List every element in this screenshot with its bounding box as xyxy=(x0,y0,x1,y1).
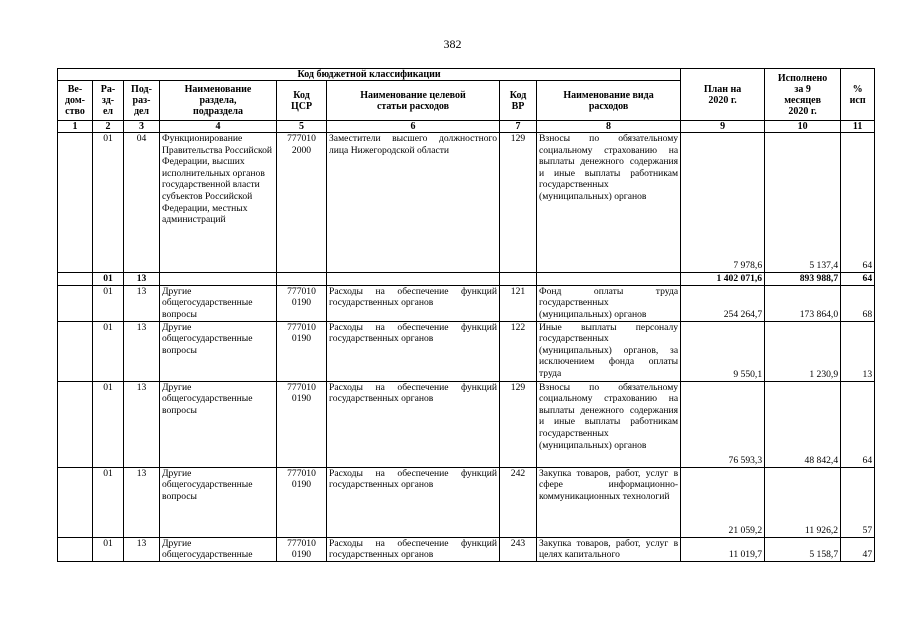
section-name-cell: Другие общегосударственные xyxy=(160,537,277,561)
vr-code-cell: 121 xyxy=(500,285,537,321)
expense-kind-cell: Взносы по обязательному социальному страхованию на выплаты денежного содержания и иные выплаты работникам государственных (муниципальных) органов xyxy=(537,381,681,467)
column-number: 11 xyxy=(841,121,875,133)
percent-cell: 64 xyxy=(841,381,875,467)
executed-cell: 173 864,0 xyxy=(765,285,841,321)
section-name-cell: Другие общегосударственные вопросы xyxy=(160,321,277,381)
percent-cell: 57 xyxy=(841,467,875,537)
plan-header: План на 2020 г. xyxy=(681,69,765,121)
subsection-cell: 13 xyxy=(124,285,160,321)
vr-code-cell: 129 xyxy=(500,133,537,273)
column-number: 1 xyxy=(58,121,93,133)
plan-cell: 21 059,2 xyxy=(681,467,765,537)
executed-cell: 5 137,4 xyxy=(765,133,841,273)
section-name-cell: Другие общегосударственные вопросы xyxy=(160,381,277,467)
section-name-cell xyxy=(160,273,277,286)
section-name-cell: Другие общегосударственные вопросы xyxy=(160,285,277,321)
page-number: 382 xyxy=(443,37,462,51)
executed-cell: 48 842,4 xyxy=(765,381,841,467)
table-row xyxy=(58,467,875,537)
department-cell xyxy=(58,321,93,381)
target-article-cell: Расходы на обеспечение функций государственных органов xyxy=(327,537,500,561)
plan-cell: 76 593,3 xyxy=(681,381,765,467)
expense-kind-cell: Взносы по обязательному социальному страхованию на выплаты денежного содержания и иные выплаты работникам государственных (муниципальных) органов xyxy=(537,133,681,273)
subsection-cell: 13 xyxy=(124,273,160,286)
plan-cell: 7 978,6 xyxy=(681,133,765,273)
table-row xyxy=(58,321,875,381)
expense-kind-cell xyxy=(537,273,681,286)
target-article-cell: Расходы на обеспечение функций государственных органов xyxy=(327,321,500,381)
percent-header: % исп xyxy=(841,69,875,121)
column-number: 9 xyxy=(681,121,765,133)
section-cell: 01 xyxy=(93,273,124,286)
csr-code-cell xyxy=(277,273,327,286)
department-cell xyxy=(58,381,93,467)
table-row xyxy=(58,133,875,273)
column-number: 6 xyxy=(327,121,500,133)
expense-kind-cell: Иные выплаты персоналу государственных (муниципальных) органов, за исключением фонда оплаты труда xyxy=(537,321,681,381)
subtotal-row xyxy=(58,273,875,286)
target-article-cell xyxy=(327,273,500,286)
column-numbers-row xyxy=(58,121,875,133)
vr-code-cell: 243 xyxy=(500,537,537,561)
executed-cell: 5 158,7 xyxy=(765,537,841,561)
csr-code-cell: 777010 2000 xyxy=(277,133,327,273)
department-cell xyxy=(58,133,93,273)
csr-code-header: Код ЦСР xyxy=(277,81,327,121)
csr-code-cell: 777010 0190 xyxy=(277,285,327,321)
section-cell: 01 xyxy=(93,285,124,321)
department-cell xyxy=(58,537,93,561)
section-header: Ра- зд- ел xyxy=(93,81,124,121)
plan-cell: 9 550,1 xyxy=(681,321,765,381)
department-cell xyxy=(58,273,93,286)
expense-kind-cell: Закупка товаров, работ, услуг в сфере информационно-коммуникационных технологий xyxy=(537,467,681,537)
subsection-cell: 13 xyxy=(124,321,160,381)
subsection-cell: 13 xyxy=(124,467,160,537)
section-cell: 01 xyxy=(93,467,124,537)
vr-code-cell: 122 xyxy=(500,321,537,381)
executed-cell: 893 988,7 xyxy=(765,273,841,286)
column-number: 3 xyxy=(124,121,160,133)
plan-cell: 254 264,7 xyxy=(681,285,765,321)
subsection-cell: 04 xyxy=(124,133,160,273)
vr-code-header: Код ВР xyxy=(500,81,537,121)
subsection-cell: 13 xyxy=(124,381,160,467)
table-row xyxy=(58,285,875,321)
section-cell: 01 xyxy=(93,133,124,273)
department-header: Ве- дом- ство xyxy=(58,81,93,121)
section-name-cell: Функционирование Правительства Российской Федерации, высших исполнительных органов государственной власти субъектов Российской Федерации, местных администраций xyxy=(160,133,277,273)
plan-cell: 1 402 071,6 xyxy=(681,273,765,286)
target-article-cell: Расходы на обеспечение функций государственных органов xyxy=(327,467,500,537)
column-number: 8 xyxy=(537,121,681,133)
csr-code-cell: 777010 0190 xyxy=(277,381,327,467)
section-name-header: Наименование раздела, подраздела xyxy=(160,81,277,121)
percent-cell: 64 xyxy=(841,133,875,273)
vr-code-cell xyxy=(500,273,537,286)
executed-header: Исполнено за 9 месяцев 2020 г. xyxy=(765,69,841,121)
percent-cell: 47 xyxy=(841,537,875,561)
vr-code-cell: 242 xyxy=(500,467,537,537)
subsection-cell: 13 xyxy=(124,537,160,561)
target-article-cell: Заместители высшего должностного лица Нижегородской области xyxy=(327,133,500,273)
percent-cell: 13 xyxy=(841,321,875,381)
target-article-header: Наименование целевой статьи расходов xyxy=(327,81,500,121)
expense-kind-cell: Закупка товаров, работ, услуг в целях капитального xyxy=(537,537,681,561)
subsection-header: Под- раз- дел xyxy=(124,81,160,121)
column-number: 10 xyxy=(765,121,841,133)
executed-cell: 1 230,9 xyxy=(765,321,841,381)
column-number: 4 xyxy=(160,121,277,133)
target-article-cell: Расходы на обеспечение функций государственных органов xyxy=(327,381,500,467)
csr-code-cell: 777010 0190 xyxy=(277,321,327,381)
percent-cell: 64 xyxy=(841,273,875,286)
expense-kind-cell: Фонд оплаты труда государственных (муниципальных) органов xyxy=(537,285,681,321)
department-cell xyxy=(58,285,93,321)
column-number: 2 xyxy=(93,121,124,133)
executed-cell: 11 926,2 xyxy=(765,467,841,537)
section-cell: 01 xyxy=(93,321,124,381)
percent-cell: 68 xyxy=(841,285,875,321)
section-cell: 01 xyxy=(93,537,124,561)
csr-code-cell: 777010 0190 xyxy=(277,467,327,537)
table-row xyxy=(58,381,875,467)
target-article-cell: Расходы на обеспечение функций государственных органов xyxy=(327,285,500,321)
budget-table xyxy=(57,68,875,562)
section-cell: 01 xyxy=(93,381,124,467)
plan-cell: 11 019,7 xyxy=(681,537,765,561)
section-name-cell: Другие общегосударственные вопросы xyxy=(160,467,277,537)
vr-code-cell: 129 xyxy=(500,381,537,467)
csr-code-cell: 777010 0190 xyxy=(277,537,327,561)
table-row xyxy=(58,537,875,561)
expense-kind-header: Наименование вида расходов xyxy=(537,81,681,121)
budget-code-group-header: Код бюджетной классификации xyxy=(58,69,681,81)
column-number: 7 xyxy=(500,121,537,133)
department-cell xyxy=(58,467,93,537)
column-number: 5 xyxy=(277,121,327,133)
